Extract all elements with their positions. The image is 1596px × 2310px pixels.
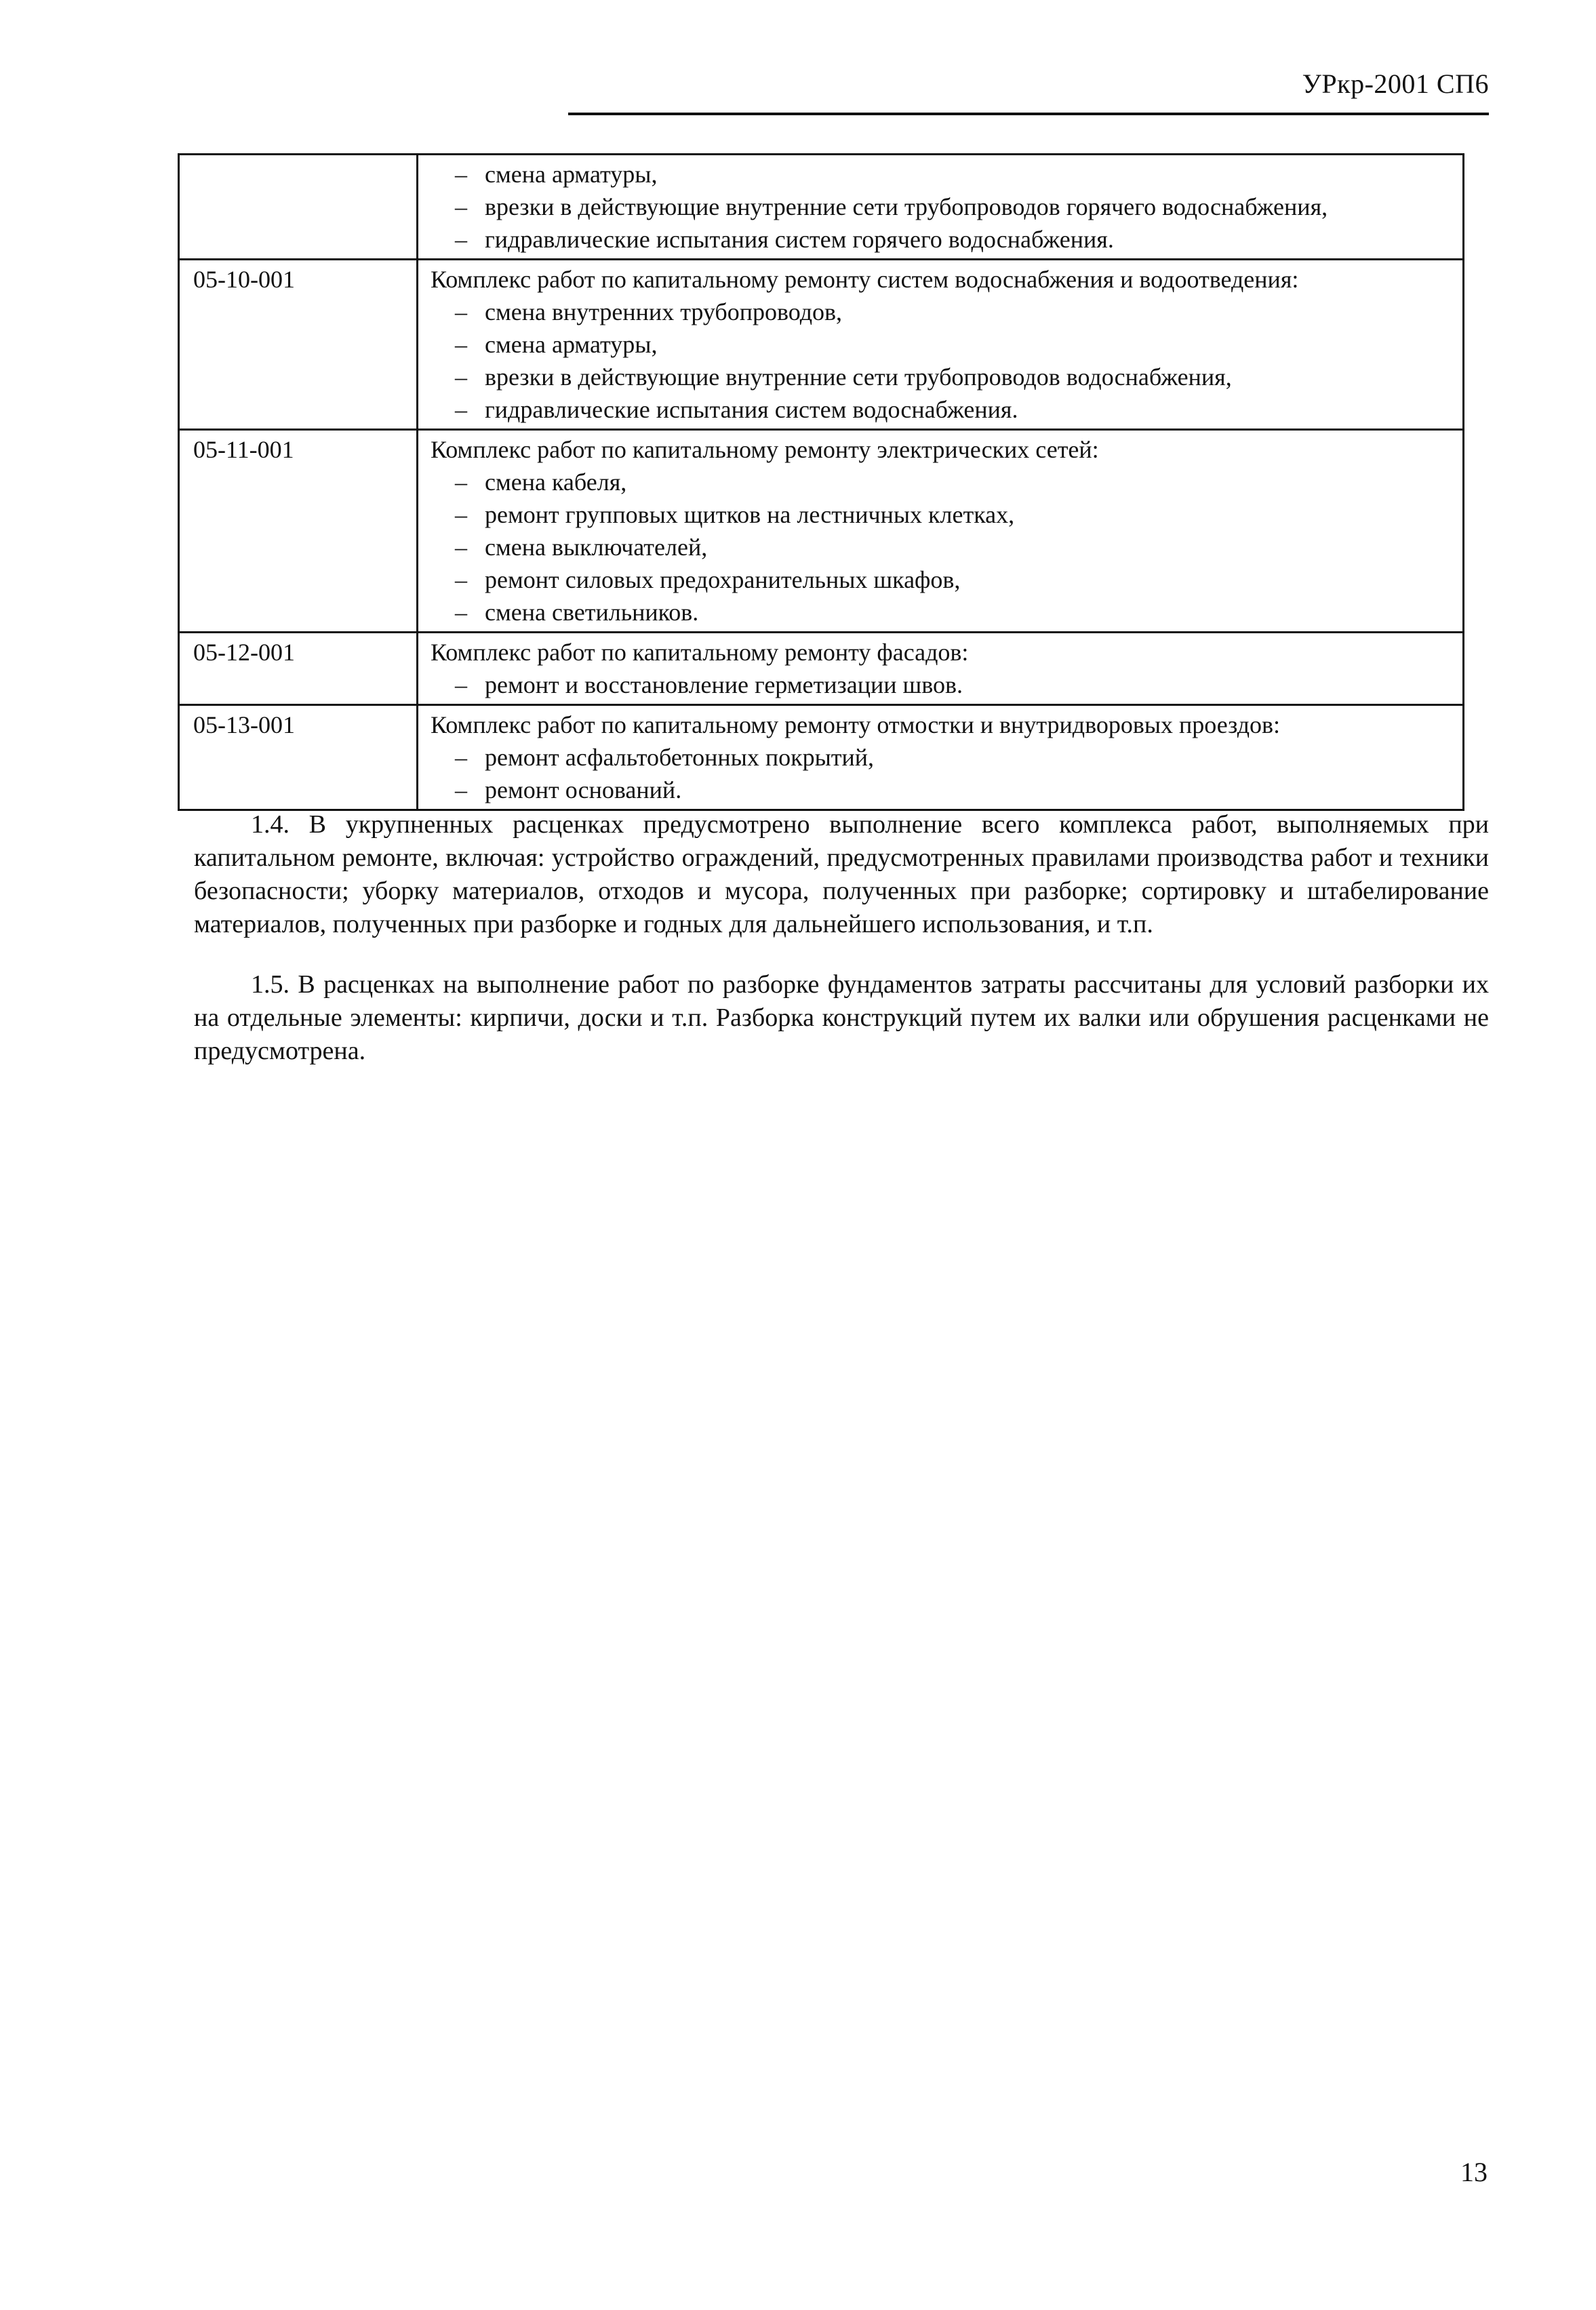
work-items-list bbox=[431, 741, 1453, 806]
list-item: – ремонт силовых предохранительных шкафов, bbox=[455, 563, 1453, 596]
work-description-intro: Комплекс работ по капитальному ремонту электрических сетей: bbox=[431, 436, 1099, 463]
work-code-cell: 05-13-001 bbox=[179, 705, 418, 810]
list-item: – смена выключателей, bbox=[455, 531, 1453, 563]
work-code-cell: 05-10-001 bbox=[179, 260, 418, 430]
work-items-list bbox=[431, 296, 1453, 426]
work-description-cell bbox=[418, 430, 1464, 633]
work-code-cell: 05-11-001 bbox=[179, 430, 418, 633]
work-code-cell bbox=[179, 155, 418, 260]
works-table-body bbox=[179, 155, 1464, 810]
list-item: – смена арматуры, bbox=[455, 158, 1453, 191]
work-items-list bbox=[431, 158, 1453, 256]
list-item: – ремонт групповых щитков на лестничных клетках, bbox=[455, 498, 1453, 531]
table-row bbox=[179, 260, 1464, 430]
works-table bbox=[178, 153, 1464, 811]
work-description-cell bbox=[418, 155, 1464, 260]
list-item: – смена светильников. bbox=[455, 596, 1453, 629]
document-code-header: УРкр-2001 СП6 bbox=[1302, 68, 1489, 99]
table-row bbox=[179, 155, 1464, 260]
paragraph-1-4: 1.4. В укрупненных расценках предусмотрено выполнение всего комплекса работ, выполняемых при капитальном ремонте, включая: устройство ограждений, предусмотренных правилами производства работ и техники безопасности; уборку материалов, отходов и мусора, полученных при разборке; сортировку и штабелирование материалов, полученных при разборке и годных для дальнейшего использования, и т.п. bbox=[194, 810, 1489, 938]
table-row bbox=[179, 633, 1464, 705]
table-row bbox=[179, 430, 1464, 633]
list-item: – смена арматуры, bbox=[455, 328, 1453, 361]
table-row bbox=[179, 705, 1464, 810]
work-description-intro: Комплекс работ по капитальному ремонту фасадов: bbox=[431, 639, 969, 666]
paragraph-1-5: 1.5. В расценках на выполнение работ по разборке фундаментов затраты рассчитаны для условий разборки их на отдельные элементы: кирпичи, доски и т.п. Разборка конструкций путем их валки или обрушения расценками не предусмотрена. bbox=[194, 970, 1489, 1065]
list-item: – врезки в действующие внутренние сети трубопроводов водоснабжения, bbox=[455, 361, 1453, 393]
list-item: – смена кабеля, bbox=[455, 466, 1453, 498]
work-description-intro: Комплекс работ по капитальному ремонту отмостки и внутридворовых проездов: bbox=[431, 711, 1281, 738]
work-items-list bbox=[431, 466, 1453, 629]
list-item: – гидравлические испытания систем горячего водоснабжения. bbox=[455, 223, 1453, 256]
work-description-cell bbox=[418, 705, 1464, 810]
list-item: – ремонт оснований. bbox=[455, 774, 1453, 806]
list-item: – гидравлические испытания систем водоснабжения. bbox=[455, 393, 1453, 426]
list-item: – ремонт и восстановление герметизации швов. bbox=[455, 669, 1453, 701]
work-description-cell bbox=[418, 260, 1464, 430]
page-number: 13 bbox=[1460, 2157, 1488, 2187]
work-items-list bbox=[431, 669, 1453, 701]
work-description-intro: Комплекс работ по капитальному ремонту систем водоснабжения и водоотведения: bbox=[431, 266, 1299, 293]
list-item: – врезки в действующие внутренние сети трубопроводов горячего водоснабжения, bbox=[455, 191, 1453, 223]
work-description-cell bbox=[418, 633, 1464, 705]
list-item: – ремонт асфальтобетонных покрытий, bbox=[455, 741, 1453, 774]
work-code-cell: 05-12-001 bbox=[179, 633, 418, 705]
list-item: – смена внутренних трубопроводов, bbox=[455, 296, 1453, 328]
header-rule bbox=[568, 113, 1489, 115]
